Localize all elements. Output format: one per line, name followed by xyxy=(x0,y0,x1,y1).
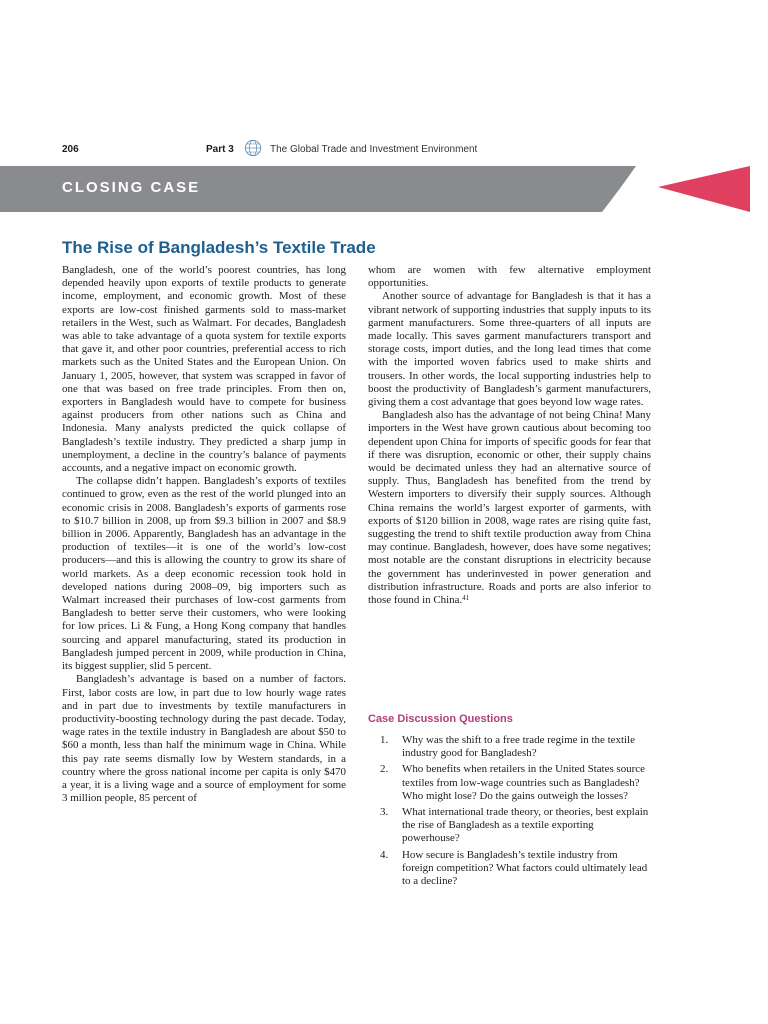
globe-icon xyxy=(244,139,262,157)
footnote-reference: 41 xyxy=(462,594,470,603)
left-column xyxy=(62,264,346,805)
paragraph: whom are women with few alternative employment opportunities. xyxy=(368,264,651,290)
paragraph-text: Bangladesh also has the advantage of not being China! Many importers in the West have grown cautious about becoming too dependent upon China for imports of specific goods for fear that if there was disruption, economic or other, their supply chains would be decimated unless they had an alternative source of supply. Thus, Bangladesh has benefited from the trend by Western importers to diversify their supply sources. Although China remains the world’s largest exporter of garments, with exports of $120 billion in 2008, wage rates are rising quite fast, suggesting the trend to shift textile production away from China may continue. Bangladesh, however, does have some negatives; most notable are the constant disruptions in electricity because the government has underinvested in power generation and distribution infrastructure. Roads and ports are also inferior to those found in China. xyxy=(368,409,651,607)
banner-accent xyxy=(658,166,750,212)
banner-label: CLOSING CASE xyxy=(62,179,201,196)
questions-heading: Case Discussion Questions xyxy=(368,713,513,725)
question-number: 3. xyxy=(380,806,389,819)
paragraph: Bangladesh, one of the world’s poorest countries, has long depended heavily upon exports of textile products to generate income, employment, and economic growth. Most of these exports are low-cost finished garments sold to mass-market retailers in the West, such as Walmart. For decades, Bangladesh was able to take advantage of a quota system for textile exports that gave it, and other poor countries, preferential access to rich markets such as the United States and the European Union. On January 1, 2005, however, that system was scrapped in favor of one that was based on free trade principles. From then on, exporters in Bangladesh would have to compete for business against producers from other nations such as China and Indonesia. Many analysts predicted the quick collapse of Bangladesh’s textile industry. They predicted a sharp jump in unemployment, a decline in the country’s balance of payments accounts, and a negative impact on economic growth. xyxy=(62,264,346,475)
question-text: How secure is Bangladesh’s textile industry from foreign competition? What factors could ultimately lead to a decline? xyxy=(402,848,648,888)
page-number: 206 xyxy=(62,144,79,155)
question-item xyxy=(378,849,651,889)
question-number: 1. xyxy=(380,734,389,746)
question-item xyxy=(378,763,651,803)
right-column xyxy=(368,264,651,607)
question-text: What international trade theory, or theories, best explain the rise of Bangladesh as a textile exporting powerhouse? xyxy=(402,806,649,845)
part-label: Part 3 xyxy=(206,144,234,155)
question-item xyxy=(378,734,651,760)
paragraph: Bangladesh’s advantage is based on a number of factors. First, labor costs are low, in part due to low hourly wage rates and in part due to investments by textile manufacturers in productivity-boosting technology during the past decade. Today, wage rates in the textile industry in Bangladesh are about $50 to $60 a month, less than half the minimum wage in China. While this pay rate seems dismally low by Western standards, in a country where the gross national income per capita is only $470 a year, it is a living wage and a source of employment for some 3 million people, 85 percent of xyxy=(62,673,346,805)
question-text: Who benefits when retailers in the United States source textiles from low-wage countries such as Bangladesh? Who might lose? Do the gains outweigh the losses? xyxy=(402,763,645,802)
paragraph xyxy=(368,409,651,607)
question-text: Why was the shift to a free trade regime in the textile industry good for Bangladesh? xyxy=(402,734,635,760)
running-header xyxy=(60,142,700,160)
question-item xyxy=(378,806,651,846)
question-number: 2. xyxy=(380,763,389,776)
case-title: The Rise of Bangladesh’s Textile Trade xyxy=(62,238,376,257)
question-number: 4. xyxy=(380,848,389,861)
section-title: The Global Trade and Investment Environment xyxy=(270,144,478,155)
paragraph: Another source of advantage for Bangladesh is that it has a vibrant network of supporting industries that supply inputs to its garment manufacturers. Some three-quarters of all inputs are made locally. This saves garment manufacturers transport and storage costs, import duties, and the long lead times that come with the imported woven fabrics used to make shirts and trousers. In other words, the local supporting industries help to boost the productivity of Bangladesh’s garment manufacturers, giving them a cost advantage that goes beyond low wage rates. xyxy=(368,290,651,409)
questions-list xyxy=(378,734,651,891)
paragraph: The collapse didn’t happen. Bangladesh’s exports of textiles continued to grow, even as the rest of the world plunged into an economic crisis in 2008. Bangladesh’s exports of garments rose to $10.7 billion in 2008, up from $9.3 billion in 2007 and $8.9 billion in 2006. Apparently, Bangladesh has an advantage in the production of textiles—it is one of the world’s low-cost producers—and this is allowing the country to grow its share of world markets. As a deep economic recession took hold in developed nations during 2008–09, big importers such as Walmart increased their purchases of low-cost garments from Bangladesh to better serve their customers, who were looking for low prices. Li & Fung, a Hong Kong company that handles sourcing and apparel manufacturing, stated its production in Bangladesh jumped percent in 2009, while production in China, its biggest supplier, slid 5 percent. xyxy=(62,475,346,673)
